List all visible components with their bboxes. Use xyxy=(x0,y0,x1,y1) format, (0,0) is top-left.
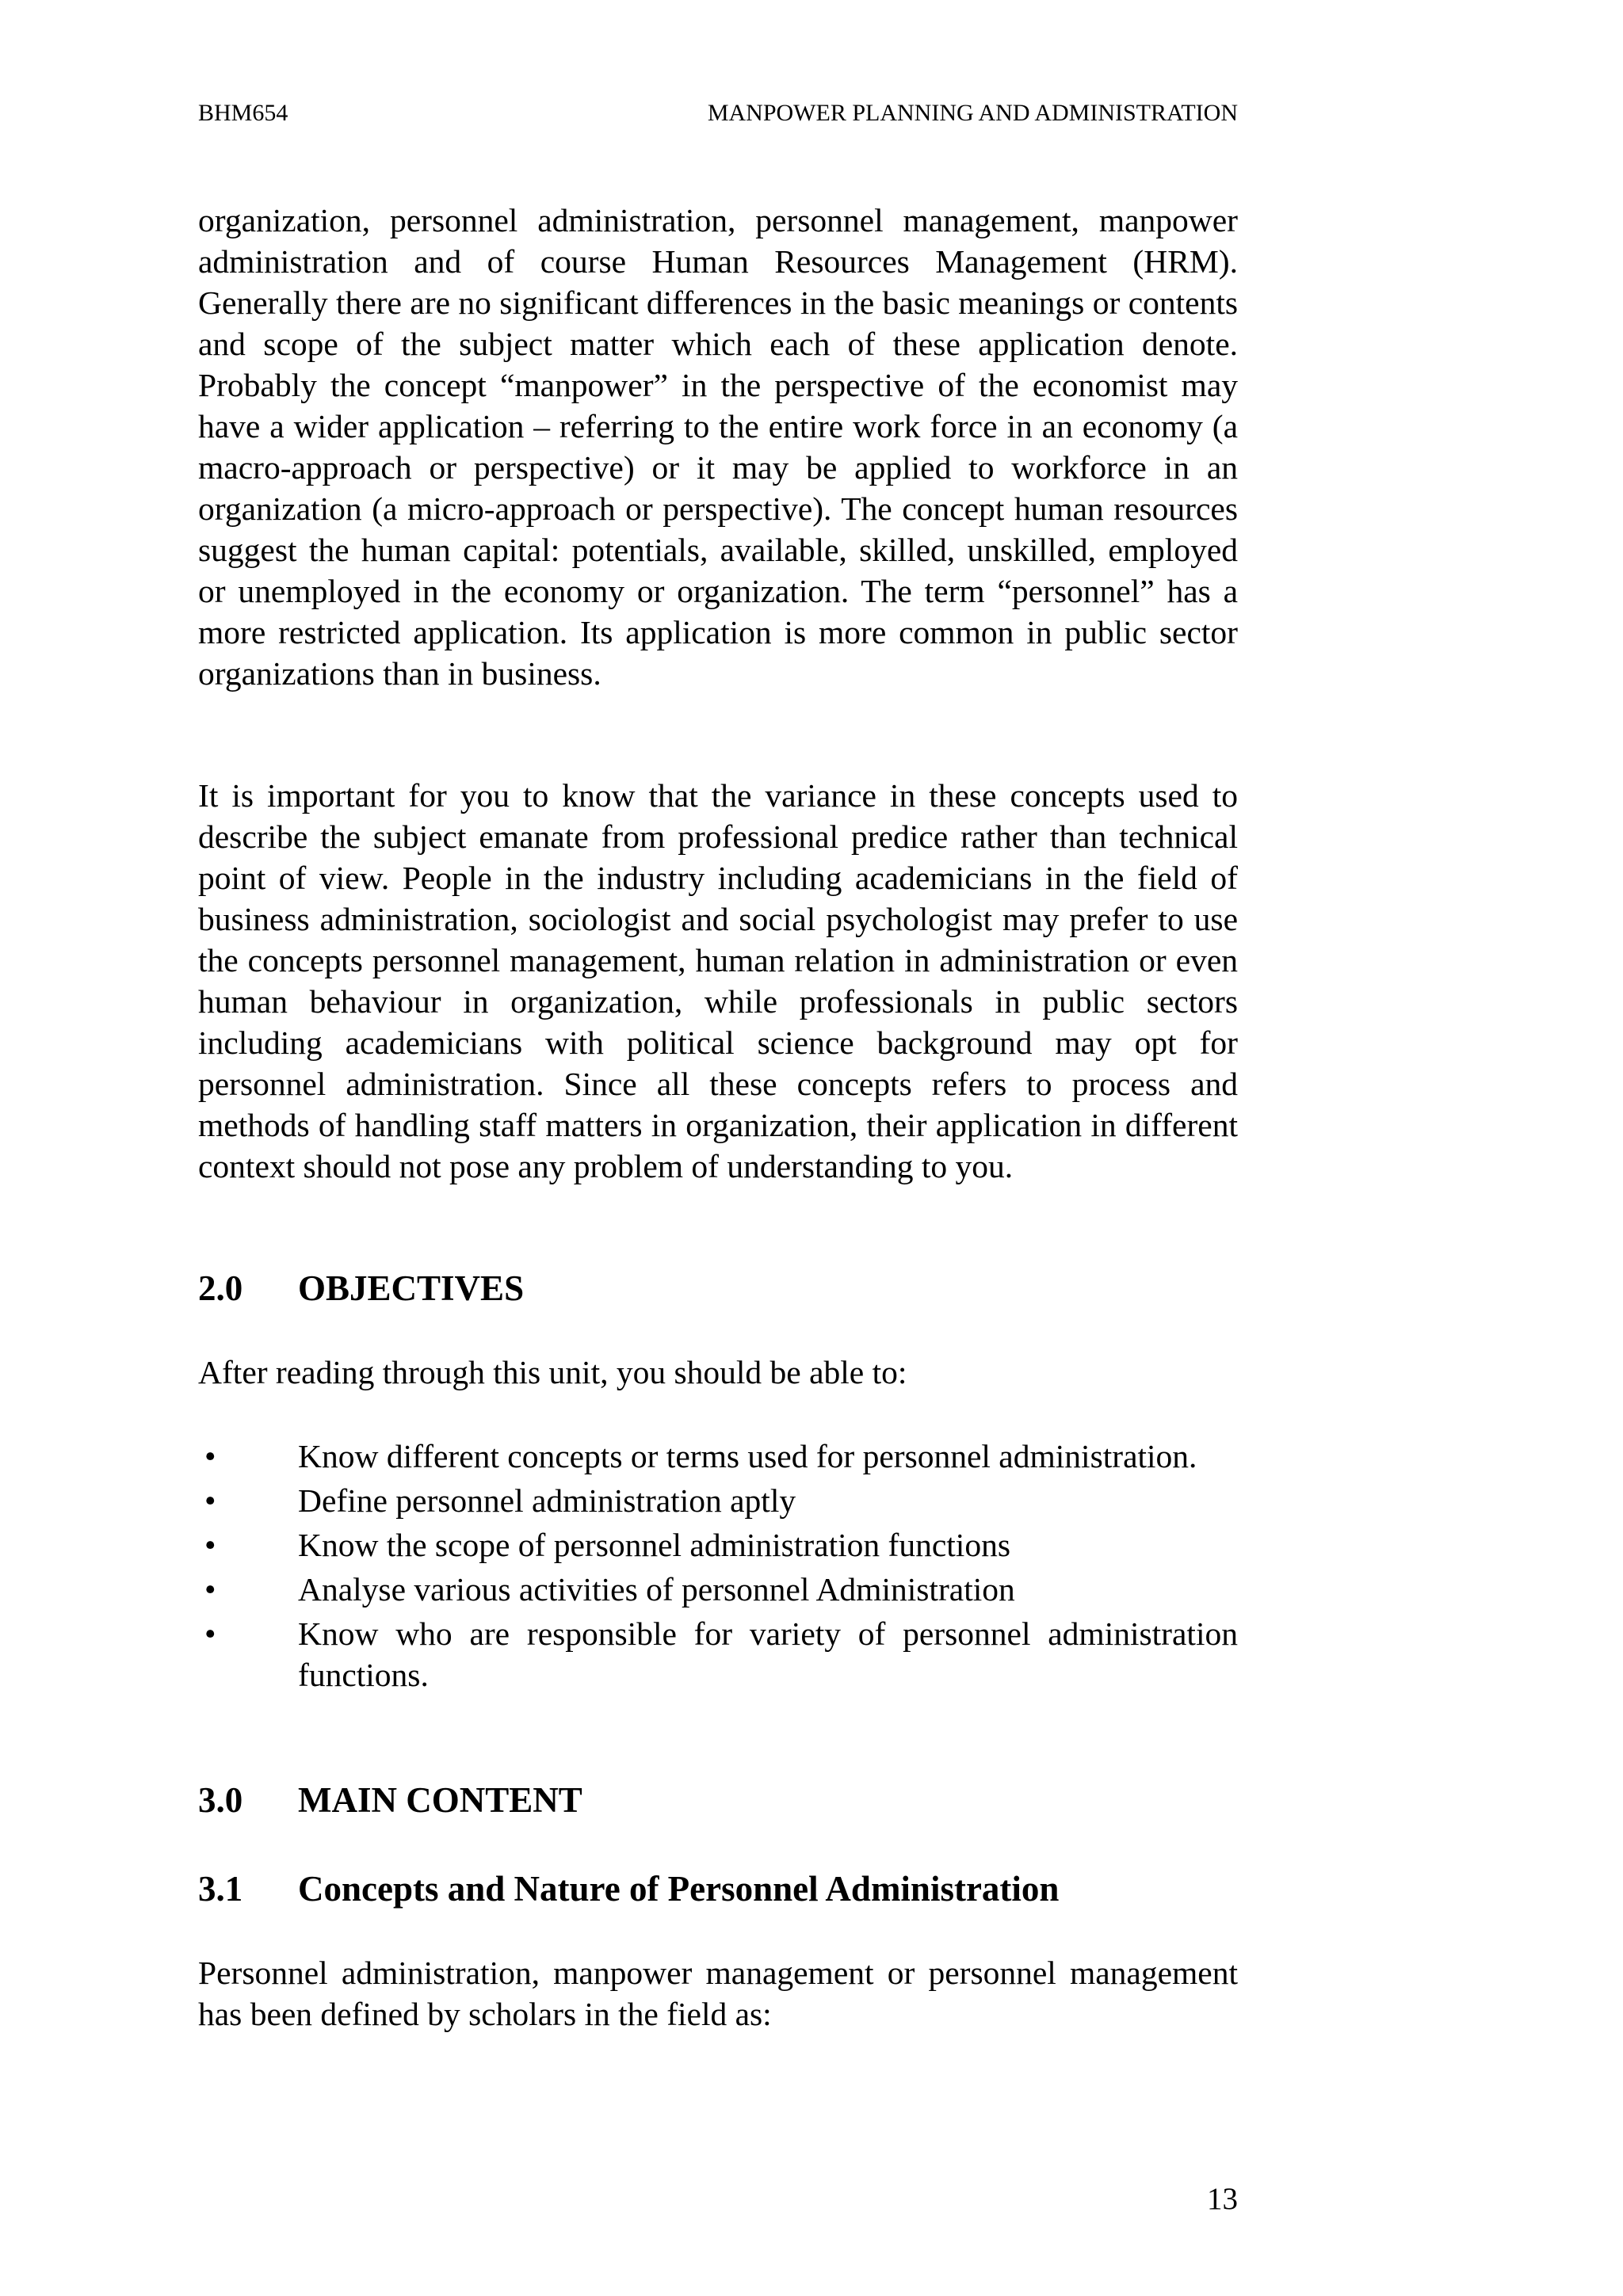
paragraph-concept-variance: It is important for you to know that the variance in these concepts used to describe the subject emanate from professional predice rather than technical point of view. People in the industry including academicians in the field of business administration, sociologist and social psychologist may prefer to use the concepts personnel management, human relation in administration or even human behaviour in organization, while professionals in public sectors including academicians with political science background may opt for personnel administration. Since all these concepts refers to process and methods of handling staff matters in organization, their application in different context should not pose any problem of understanding to you. xyxy=(198,777,1238,1184)
list-item-text: Analyse various activities of personnel Administration xyxy=(298,1571,1015,1608)
bullet-icon: • xyxy=(204,1571,216,1608)
heading-title: MAIN CONTENT xyxy=(298,1780,582,1820)
heading-number: 3.0 xyxy=(198,1780,243,1820)
list-item-text: Know the scope of personnel administration functions xyxy=(298,1527,1010,1563)
list-item xyxy=(198,1524,1238,1566)
list-item xyxy=(198,1480,1238,1521)
list-item-text: Know different concepts or terms used for personnel administration. xyxy=(298,1438,1197,1474)
heading-concepts-nature xyxy=(198,1867,1238,1911)
list-item-text: Define personnel administration aptly xyxy=(298,1482,796,1519)
course-title: MANPOWER PLANNING AND ADMINISTRATION xyxy=(707,100,1238,126)
paragraph-definition-intro: Personnel administration, manpower management or personnel management has been defined by scholars in the field as: xyxy=(198,1955,1238,2032)
bullet-icon: • xyxy=(204,1527,216,1563)
list-item xyxy=(198,1436,1238,1477)
heading-title: OBJECTIVES xyxy=(298,1268,525,1308)
heading-objectives xyxy=(198,1266,1238,1310)
course-code: BHM654 xyxy=(198,100,288,126)
paragraph-objectives-intro: After reading through this unit, you should be able to: xyxy=(198,1354,907,1390)
page-number: 13 xyxy=(1207,2182,1238,2216)
heading-title: Concepts and Nature of Personnel Administration xyxy=(298,1869,1060,1909)
objectives-list xyxy=(198,1436,1238,1699)
paragraph-terms-overview: organization, personnel administration, personnel management, manpower administration and of course Human Resources Management (HRM). Generally there are no significant differences in the basic meanings or contents and scope of the subject matter which each of these application denote. Probably the concept “manpower” in the perspective of the economist may have a wider application – referring to the entire work force in an economy (a macro-approach or perspective) or it may be applied to workforce in an organization (a micro-approach or perspective). The concept human resources suggest the human capital: potentials, available, skilled, unskilled, employed or unemployed in the economy or organization. The term “personnel” has a more restricted application. Its application is more common in public sector organizations than in business. xyxy=(198,202,1238,692)
list-item xyxy=(198,1613,1238,1695)
document-page xyxy=(198,0,1238,2296)
bullet-icon: • xyxy=(204,1615,216,1652)
heading-number: 3.1 xyxy=(198,1869,243,1909)
heading-main-content xyxy=(198,1778,1238,1822)
bullet-icon: • xyxy=(204,1438,216,1474)
bullet-icon: • xyxy=(204,1482,216,1519)
list-item-text: Know who are responsible for variety of personnel administration functions. xyxy=(298,1615,1238,1693)
heading-number: 2.0 xyxy=(198,1268,243,1308)
list-item xyxy=(198,1569,1238,1610)
